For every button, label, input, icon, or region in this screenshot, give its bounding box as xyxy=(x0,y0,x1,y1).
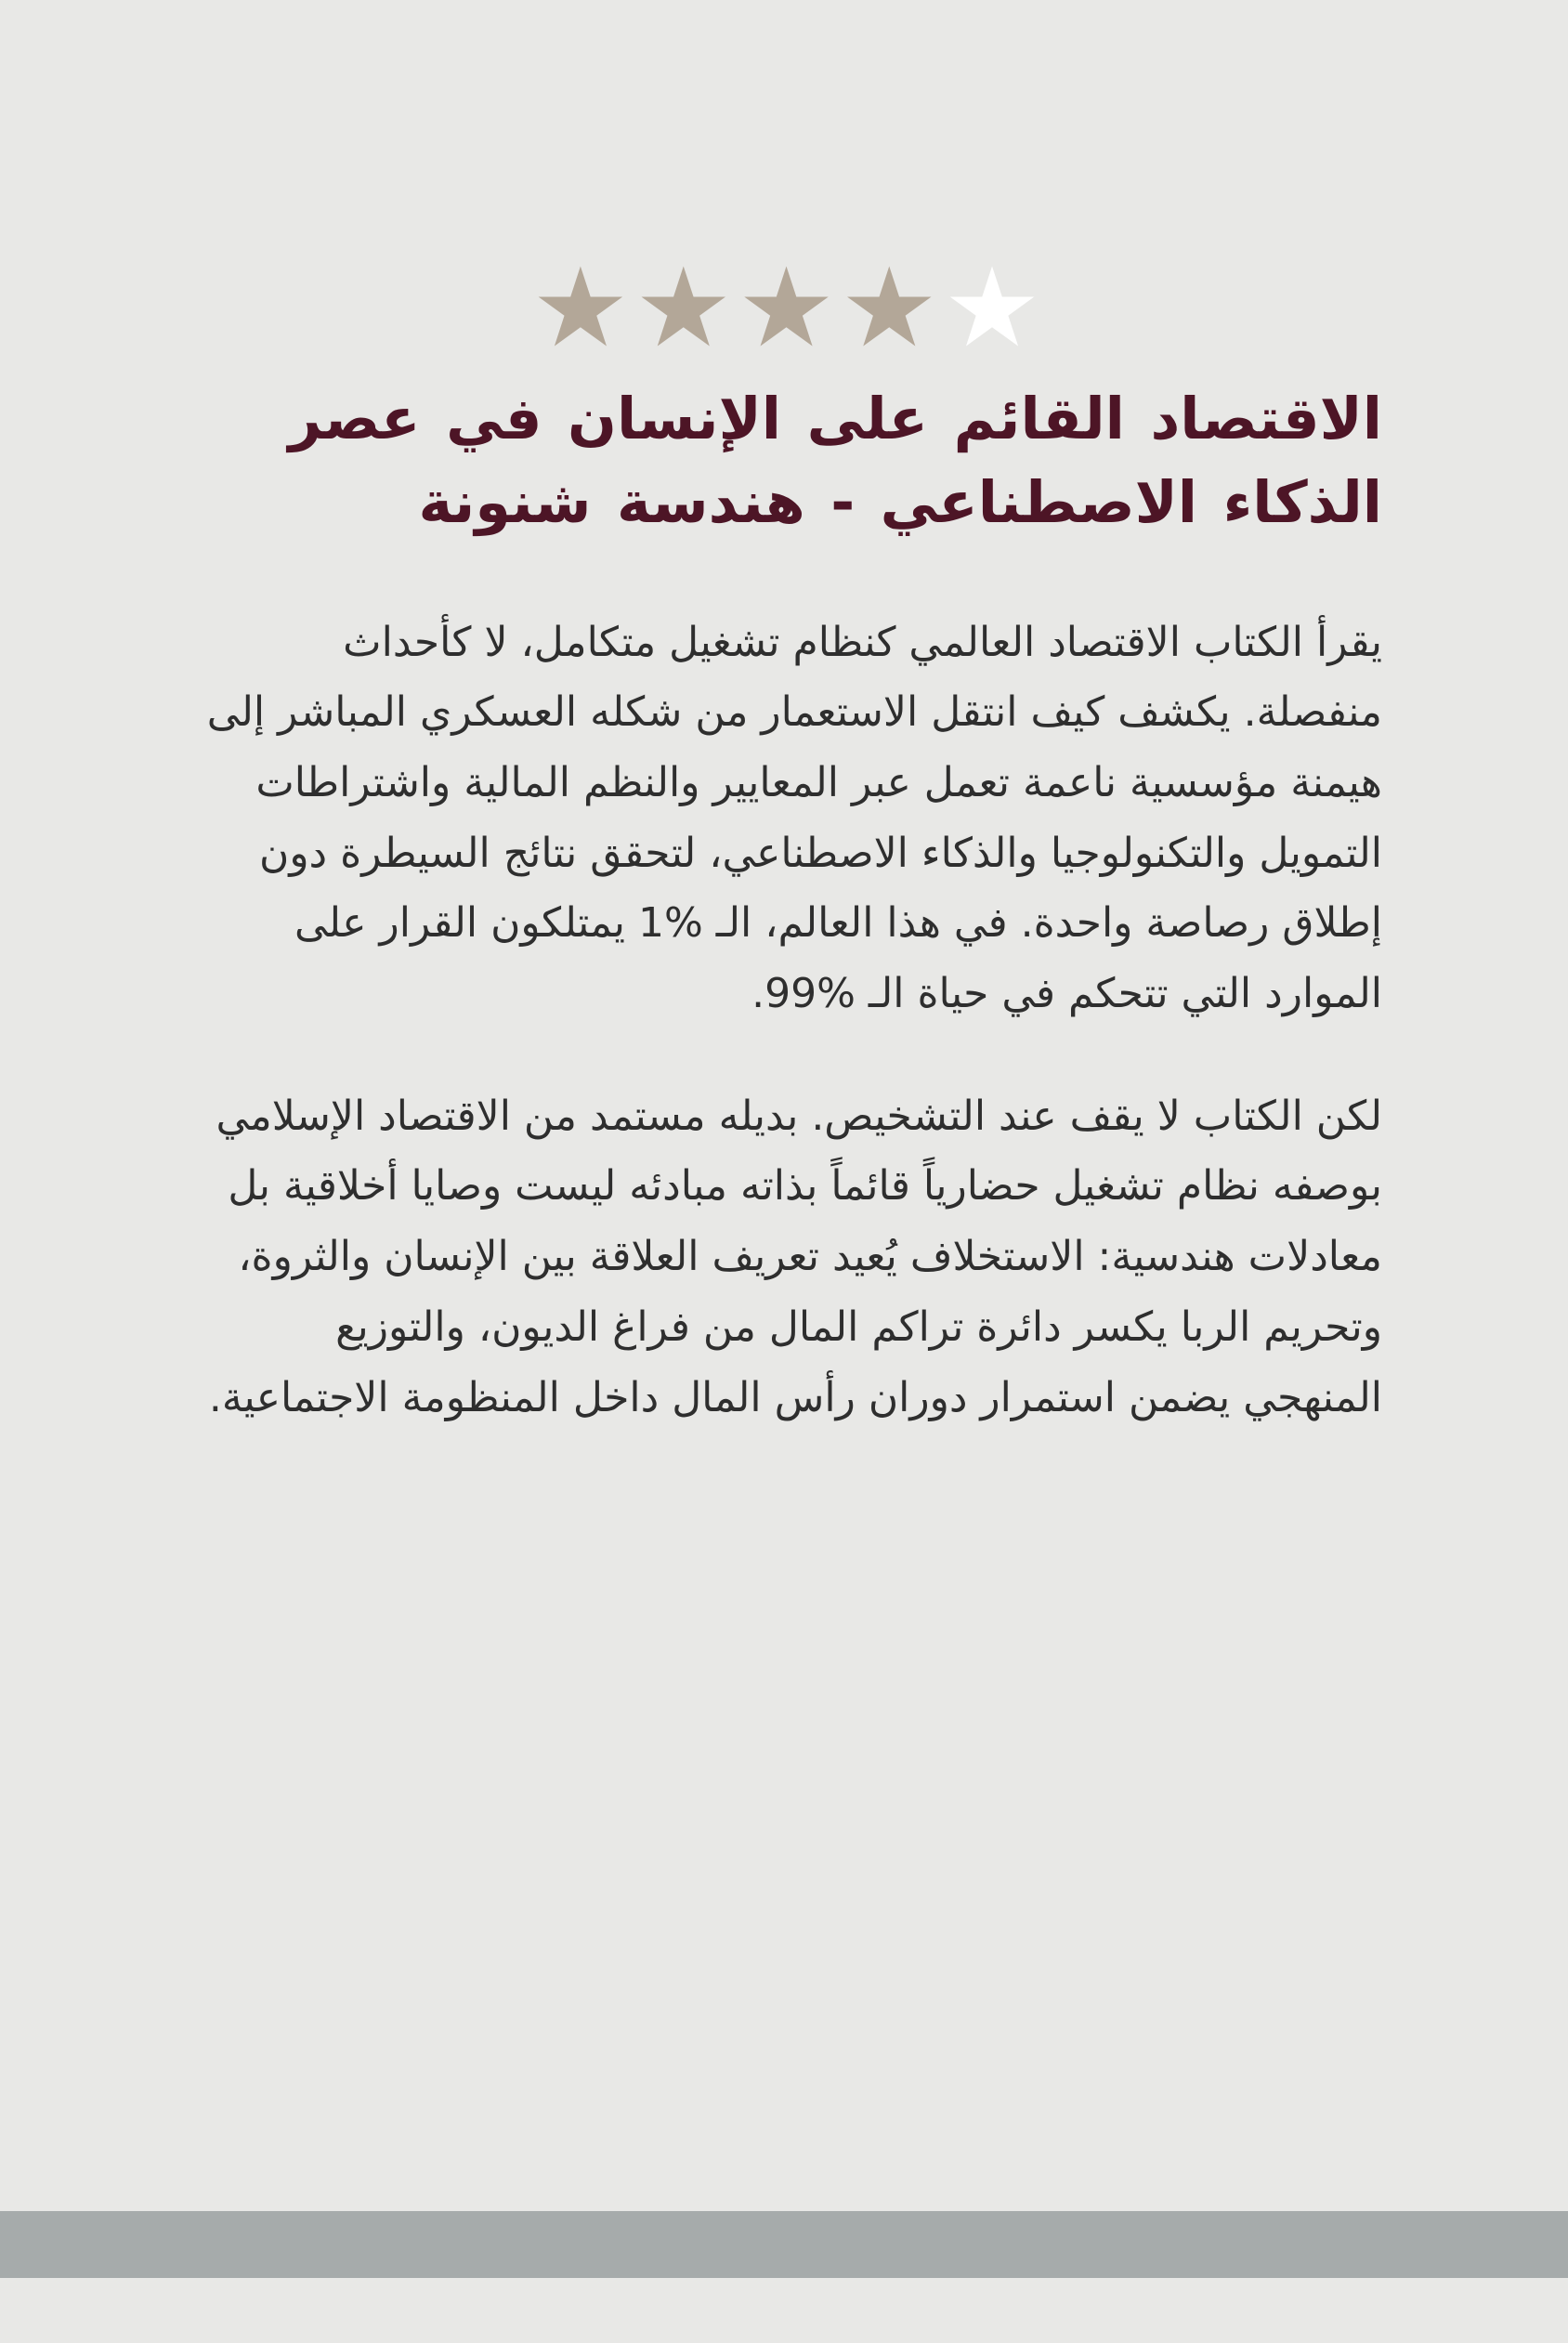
book-title-line-1: الاقتصاد القائم على الإنسان في عصر xyxy=(288,385,1382,452)
footer-band xyxy=(0,2211,1568,2278)
review-content xyxy=(0,243,1568,1433)
empty-star-icon: ★ xyxy=(943,243,1046,372)
review-paragraph-2: لكن الكتاب لا يقف عند التشخيص. بديله مستمد من الاقتصاد الإسلامي بوصفه نظام تشغيل حضارياً قائماً بذاته مبادئه ليست وصايا أخلاقية بل معادلات هندسية: الاستخلاف يُعيد تعريف العلاقة بين الإنسان والثروة، وتحريم الربا يكسر دائرة تراكم المال من فراغ الديون، والتوزيع المنهجي يضمن استمرار دوران رأس المال داخل المنظومة الاجتماعية. xyxy=(208,1092,1382,1421)
filled-stars-icon: ★★★★ xyxy=(531,243,944,372)
star-rating xyxy=(195,243,1382,372)
book-title xyxy=(195,377,1382,544)
book-title-line-2: الذكاء الاصطناعي - هندسة شنونة xyxy=(418,467,1382,536)
review-paragraph-1: يقرأ الكتاب الاقتصاد العالمي كنظام تشغيل متكامل، لا كأحداث منفصلة. يكشف كيف انتقل الاستعمار من شكله العسكري المباشر إلى هيمنة مؤسسية ناعمة تعمل عبر المعايير والنظم المالية واشتراطات التمويل والتكنولوجيا والذكاء الاصطناعي، لتحقق نتائج السيطرة دون إطلاق رصاصة واحدة. في هذا العالم، الـ %1 يمتلكون القرار على الموارد التي تتحكم في حياة الـ %99. xyxy=(206,618,1382,1018)
review-page xyxy=(0,243,1568,2343)
